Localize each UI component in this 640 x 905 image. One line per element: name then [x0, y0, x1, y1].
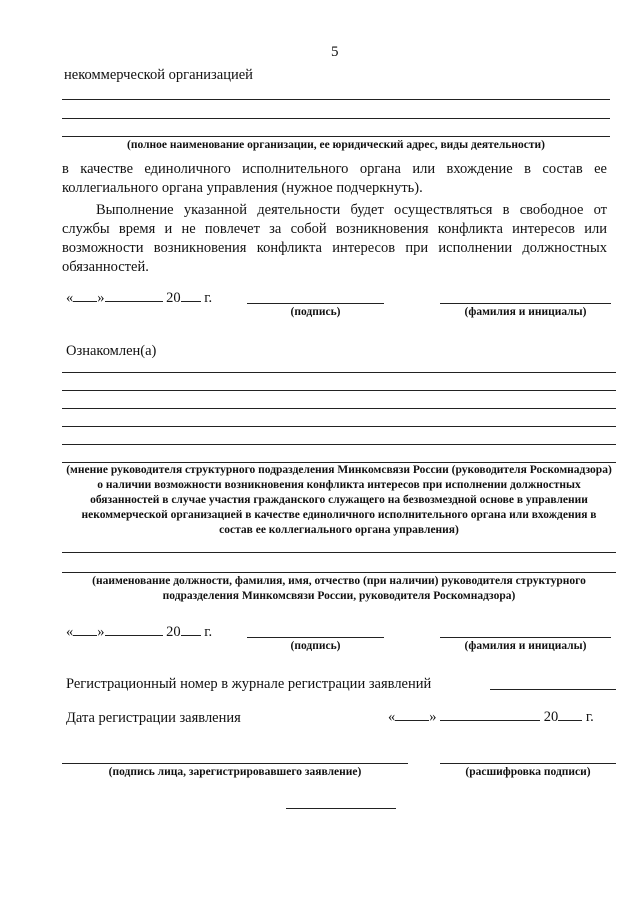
year-suffix-2: г.: [204, 624, 213, 640]
opinion-line-1: [62, 372, 616, 373]
signature-line-1: [247, 303, 384, 304]
name-line-2: [440, 637, 611, 638]
year-blank: [181, 301, 201, 302]
page-number: 5: [331, 44, 339, 60]
date-close-quote-2: »: [97, 624, 105, 640]
statement-text: Выполнение указанной деятельности будет осуществляться в свободное от службы время и не повлечет за собой возникновения конфликта интересов или возможности возникновения конфликта интересов при исполнении должностных обязанностей.: [62, 202, 607, 275]
signature-caption-1: (подпись): [290, 306, 341, 318]
opinion-caption: (мнение руководителя структурного подразделения Минкомсвязи России (руководителя Роскомнадзора) о наличии возможности возникновения конфликта интересов при исполнении должностных обязанностей в случае участия гражданского служащего на безвозмездной основе в управлении некоммерческой организацией в качестве единоличного исполнительного органа или вхождения в состав ее коллегиального органа управления): [66, 464, 612, 536]
reg-date-label: Дата регистрации заявления: [66, 710, 241, 726]
signature-caption-2: (подпись): [290, 640, 341, 652]
year-suffix: г.: [204, 290, 213, 306]
opinion-line-4: [62, 426, 616, 427]
reg-year-suffix: г.: [585, 709, 594, 725]
reg-month-blank: [440, 720, 540, 721]
day-blank: [73, 301, 97, 302]
year-prefix: 20: [166, 290, 181, 306]
reg-day-blank: [395, 720, 429, 721]
date-row-2: [66, 623, 212, 642]
opinion-line-3: [62, 408, 616, 409]
decoding-caption: (расшифровка подписи): [465, 766, 591, 778]
name-line-1: [440, 303, 611, 304]
year-blank-2: [181, 635, 201, 636]
decoding-line: [440, 763, 616, 764]
org-line-label: некоммерческой организацией: [64, 67, 253, 83]
org-fill-line-2: [62, 118, 610, 119]
head-line-2: [62, 572, 616, 573]
month-blank: [105, 301, 163, 302]
date-open-quote-2: «: [66, 624, 74, 640]
opinion-line-2: [62, 390, 616, 391]
opinion-line-5: [62, 444, 616, 445]
reg-date-close-quote: »: [429, 709, 437, 725]
registrar-caption: (подпись лица, зарегистрировавшего заявление): [108, 766, 362, 778]
reg-number-label: Регистрационный номер в журнале регистрации заявлений: [66, 676, 432, 692]
reg-date-row: [388, 708, 594, 727]
bottom-separator: [286, 808, 396, 809]
org-fill-line-3: [62, 136, 610, 137]
day-blank-2: [73, 635, 97, 636]
acquainted-label: Ознакомлен(а): [66, 343, 157, 359]
reg-year-prefix: 20: [543, 709, 559, 725]
month-blank-2: [105, 635, 163, 636]
date-row-1: [66, 289, 212, 308]
reg-year-blank: [558, 720, 582, 721]
reg-number-line: [490, 689, 616, 690]
year-prefix-2: 20: [166, 624, 181, 640]
date-open-quote: «: [66, 290, 74, 306]
head-caption: (наименование должности, фамилия, имя, отчество (при наличии) руководителя структурного подразделения Минкомсвязи России, руководителя Роскомнадзора): [92, 575, 586, 602]
reg-date-open-quote: «: [388, 709, 396, 725]
name-caption-2: (фамилия и инициалы): [464, 640, 587, 652]
signature-line-2: [247, 637, 384, 638]
name-caption-1: (фамилия и инициалы): [464, 306, 587, 318]
registrar-signature-line: [62, 763, 408, 764]
head-line-1: [62, 552, 616, 553]
org-fill-line-1: [62, 99, 610, 100]
org-caption: (полное наименование организации, ее юридический адрес, виды деятельности): [127, 139, 545, 151]
role-text: в качестве единоличного исполнительного органа или вхождение в состав ее коллегиального органа управления (нужное подчеркнуть).: [62, 161, 607, 196]
date-close-quote: »: [97, 290, 105, 306]
